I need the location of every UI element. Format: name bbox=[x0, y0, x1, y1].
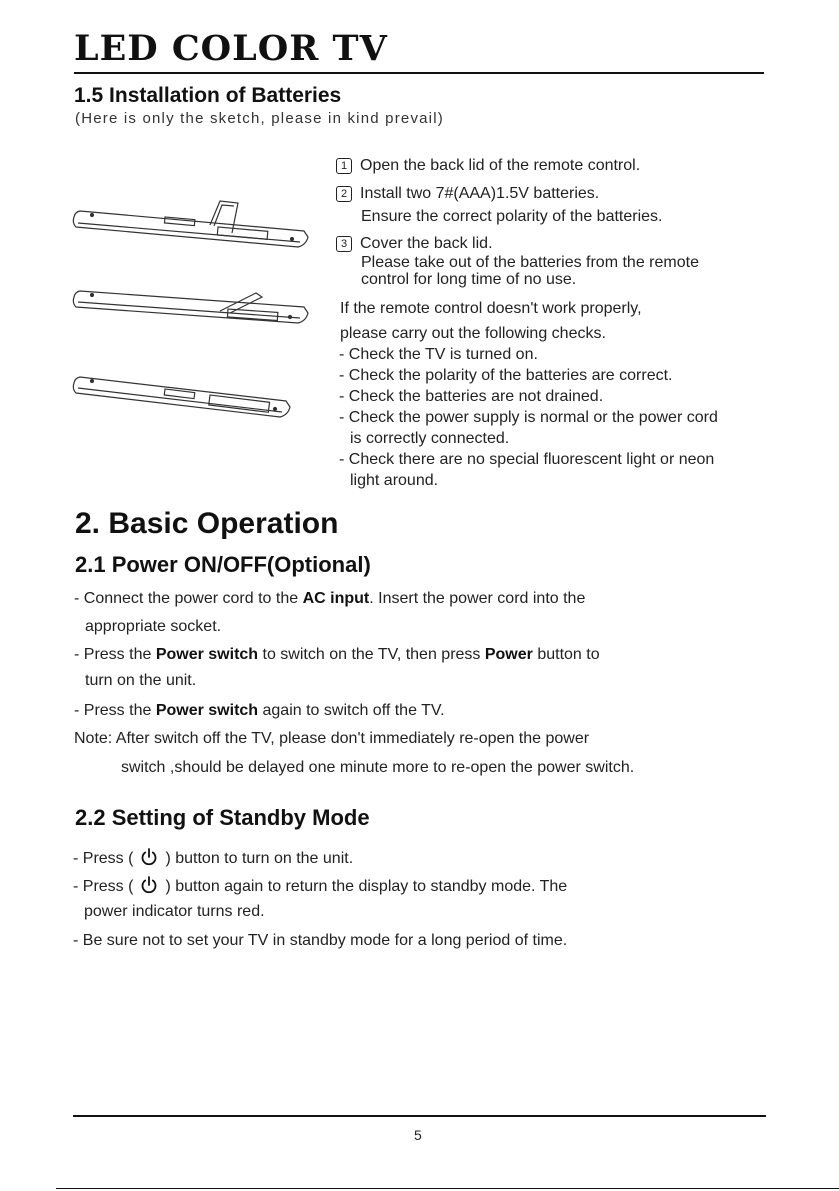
check-item: - Check there are no special fluorescent light or neon bbox=[339, 451, 715, 468]
bottom-edge-rule bbox=[56, 1188, 839, 1189]
power-para-3 bbox=[74, 702, 445, 720]
text: - Press ( bbox=[73, 850, 134, 867]
text: ) button to turn on the unit. bbox=[165, 850, 354, 867]
check-item-continued: is correctly connected. bbox=[350, 430, 510, 447]
step-text: Install two 7#(AAA)1.5V batteries. bbox=[360, 185, 600, 202]
standby-heading: 2.2 Setting of Standby Mode bbox=[75, 805, 370, 830]
standby-line-3: - Be sure not to set your TV in standby mode for a long period of time. bbox=[73, 932, 568, 949]
power-note-cont: switch ,should be delayed one minute more to re-open the power switch. bbox=[121, 759, 635, 776]
battery-step-1 bbox=[336, 156, 640, 176]
standby-line-1 bbox=[73, 847, 353, 868]
check-item: - Check the power supply is normal or the power cord bbox=[339, 409, 718, 426]
check-item: - Check the TV is turned on. bbox=[339, 346, 538, 363]
battery-step-2 bbox=[336, 184, 662, 227]
basic-operation-heading: 2. Basic Operation bbox=[75, 507, 339, 540]
step-text: control for long time of no use. bbox=[361, 271, 577, 288]
text: to switch on the TV, then press bbox=[258, 646, 485, 663]
ac-input-term: AC input bbox=[302, 590, 370, 607]
document-title: LED COLOR TV bbox=[74, 28, 388, 69]
text: ) button again to return the display to standby mode. The bbox=[165, 878, 568, 895]
step-number: 2 bbox=[336, 186, 352, 202]
battery-step-3 bbox=[336, 234, 699, 288]
power-para-2 bbox=[74, 646, 600, 664]
trouble-intro-line: If the remote control doesn't work properly, bbox=[340, 300, 642, 317]
power-note: Note: After switch off the TV, please don't immediately re-open the power bbox=[74, 730, 590, 747]
power-icon bbox=[139, 875, 159, 895]
text: - Press ( bbox=[73, 878, 134, 895]
batteries-heading: 1.5 Installation of Batteries bbox=[74, 84, 342, 107]
step-number: 1 bbox=[336, 158, 352, 174]
power-para-1-cont: appropriate socket. bbox=[85, 618, 222, 635]
text: - Press the bbox=[74, 646, 156, 663]
trouble-intro bbox=[340, 296, 642, 346]
standby-line-2-cont: power indicator turns red. bbox=[84, 903, 265, 920]
trouble-intro-line: please carry out the following checks. bbox=[340, 325, 606, 342]
power-heading: 2.1 Power ON/OFF(Optional) bbox=[75, 552, 371, 577]
check-list bbox=[339, 344, 769, 491]
text: - Press the bbox=[74, 702, 156, 719]
remote-batteries-drawing bbox=[73, 291, 308, 323]
check-item-continued: light around. bbox=[350, 472, 439, 489]
remote-illustration bbox=[70, 195, 310, 425]
footer-rule bbox=[73, 1115, 766, 1117]
power-para-1 bbox=[74, 590, 585, 608]
step-text: Please take out of the batteries from the remote bbox=[361, 254, 699, 271]
step-text: Ensure the correct polarity of the batteries. bbox=[361, 208, 663, 225]
power-para-2-cont: turn on the unit. bbox=[85, 672, 197, 689]
step-text: Open the back lid of the remote control. bbox=[360, 157, 641, 174]
check-item: - Check the polarity of the batteries are correct. bbox=[339, 367, 673, 384]
power-switch-term: Power switch bbox=[155, 702, 259, 719]
header-rule bbox=[74, 72, 764, 74]
batteries-subheading: (Here is only the sketch, please in kind prevail) bbox=[75, 110, 444, 127]
power-icon bbox=[139, 847, 159, 867]
text: . Insert the power cord into the bbox=[369, 590, 586, 607]
standby-line-2 bbox=[73, 875, 567, 896]
power-term: Power bbox=[484, 646, 533, 663]
power-switch-term: Power switch bbox=[155, 646, 259, 663]
step-text: Cover the back lid. bbox=[360, 235, 493, 252]
text: again to switch off the TV. bbox=[258, 702, 445, 719]
check-item: - Check the batteries are not drained. bbox=[339, 388, 604, 405]
text: - Connect the power cord to the bbox=[74, 590, 303, 607]
page-number: 5 bbox=[414, 1127, 422, 1143]
text: button to bbox=[532, 646, 600, 663]
remote-closed-drawing bbox=[73, 377, 290, 417]
remote-open-lid-drawing bbox=[73, 201, 308, 247]
step-number: 3 bbox=[336, 236, 352, 252]
